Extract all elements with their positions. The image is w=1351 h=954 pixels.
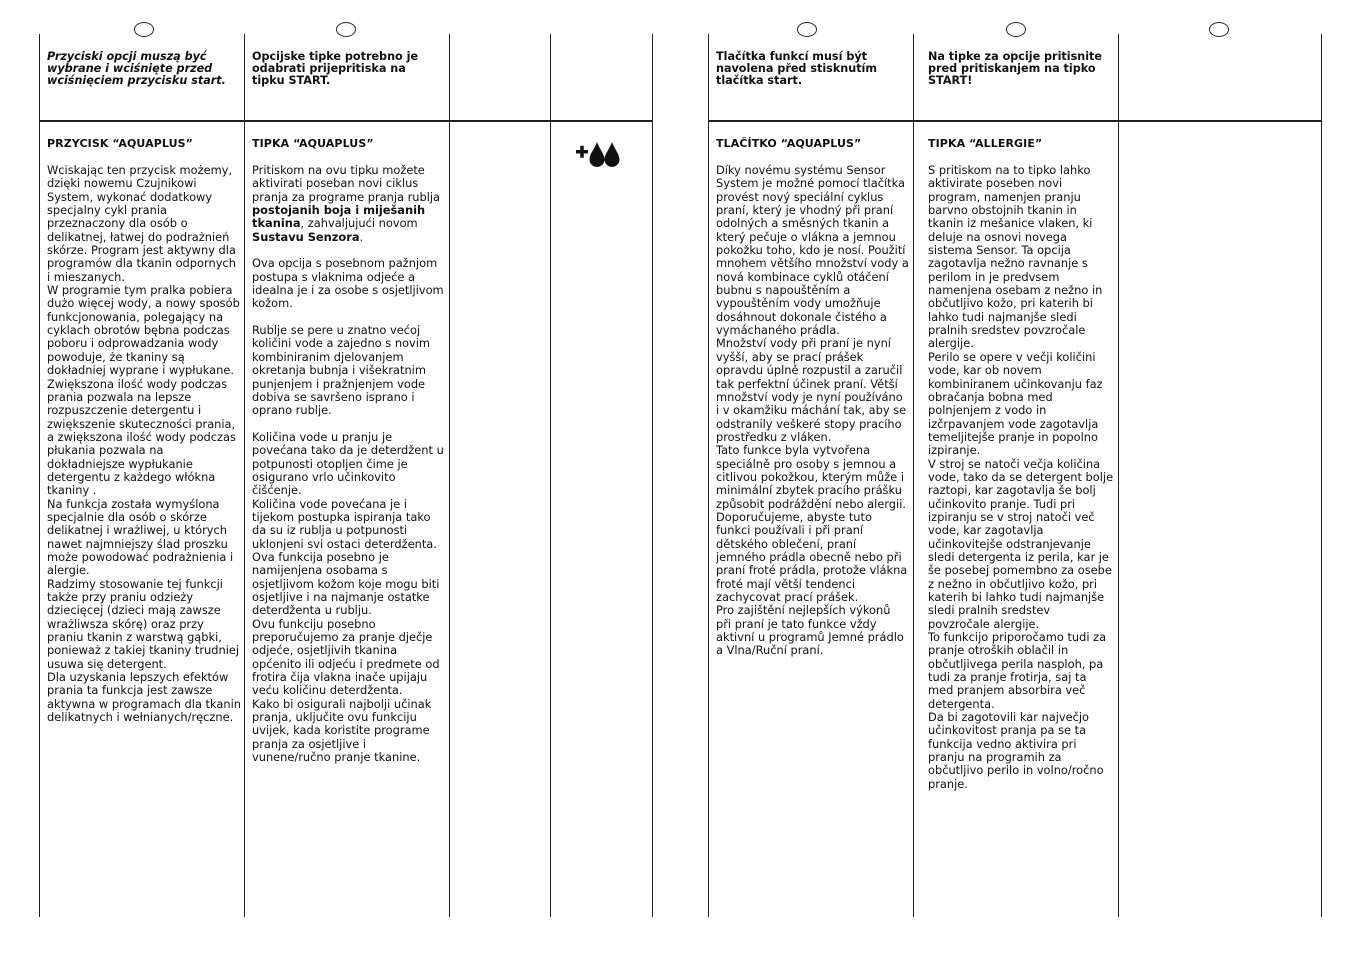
language-oval — [1209, 22, 1229, 37]
language-oval — [1006, 22, 1026, 37]
text-run: Pritiskom na ovu tipku možete aktivirati poseban novi ciklus pranja za programe pranja rublja — [252, 163, 441, 204]
text-run-bold: postojanih boja i miješanih tkanina — [252, 203, 426, 231]
heading-polish: PRZYCISK “AQUAPLUS” — [47, 137, 193, 150]
paragraph: Na funkcja została wymyślona specjalnie dla osób o skórze delikatnej i wrażliwej, u których nawet najmniejszy ślad proszku może powodować podrażnienia i alergie. — [47, 496, 234, 578]
column-divider — [449, 34, 450, 917]
paragraph: Množství vody při praní je nyní vyšší, aby se prací prášek opravdu úplně rozpustil a zaručil tak perfektní účinek praní. Větší množství vody je nyní používáno i v okamžiku máchání tak, aby se odstranily veškeré stopy pracího prostředku z vláken. — [716, 336, 907, 444]
paragraph: Wciskając ten przycisk możemy, dzięki nowemu Czujnikowi System, wykonać dodatkowy specjalny cykl prania przeznaczony dla osób o delikatnej, łatwej do podrażnień skórze. Program jest aktywny dla programów dla tkanin odpornych i mieszanych. — [47, 163, 236, 284]
paragraph: Rublje se pere u znatno većoj količini vode a zajedno s novim kombiniranim djelovanjem okretanja bubnja i višekratnim punjenjem i pražnjenjem vode dobiva se savršeno isprano i oprano rublje. — [252, 323, 431, 418]
paragraph: Pro zajištění nejlepších výkonů při praní je tato funkce vždy aktivní u programů Jemné prádlo a Vlna/Ruční praní. — [716, 603, 904, 658]
text-polish — [47, 164, 241, 724]
text-slovenian — [928, 164, 1114, 791]
column-divider — [39, 34, 40, 917]
paragraph: Količina vode povećana je i tijekom postupka ispiranja tako da su iz rublja u potpunosti uklonjeni svi ostaci deterdženta. Ova funkcija posebno je namijenjena osobama s osjetljivom kožom koje mogu biti osjetljive i na najmanje ostatke deterdženta u rublju. — [252, 496, 440, 618]
text-run-bold: Sustavu Senzora — [252, 229, 360, 244]
plus-water-drops-icon — [576, 140, 628, 168]
paragraph: Dla uzyskania lepszych efektów prania ta funkcja jest zawsze aktywna w programach dla tkanin delikatnych i wełnianych/ręczne. — [47, 670, 242, 725]
note-czech: Tlačítka funkcí musí být navolena před stisknutím tlačítka start. — [716, 50, 878, 87]
paragraph: Količina vode u pranju je povećana tako da je deterdžent u potpunosti otopljen čime je osigurano vrlo učinkovito čišćenje. — [252, 429, 444, 498]
paragraph: Doporučujeme, abyste tuto funkci používali i při praní dětského oblečení, praní jemného prádla obecně nebo při praní froté prádla, protože vlákna froté mají větší tendenci zachycovat prací prášek. — [716, 509, 908, 604]
column-divider — [1321, 34, 1322, 917]
paragraph: Kako bi osigurali najbolji učinak pranja, uključite ovu funkciju uvijek, kada koristite programe pranja za osjetljive i vunene/ručno pranje tkanine. — [252, 696, 432, 765]
header-rule-left — [39, 120, 653, 122]
paragraph: Radzimy stosowanie tej funkcji także przy praniu odzieży dziecięcej (dzieci mają zawsze wrażliwsza skórę) oraz przy praniu tkanin z warstwą gąbki, ponieważ z takiej tkaniny trudniej usuwa się detergent. — [47, 576, 240, 671]
paragraph: Perilo se opere v večji količini vode, kar ob novem kombiniranem učinkovanju faz obračanja bobna med polnjenjem z vodo in izčrpavanjem vode zagotavlja temeljitejše pranje in popolno izpiranje. — [928, 349, 1103, 458]
heading-czech: TLAČÍTKO “AQUAPLUS” — [716, 137, 862, 150]
paragraph: V stroj se natoči večja količina vode, tako da se detergent bolje raztopi, kar zagotavlja še bolj učinkovito pranje. Tudi pri izpiranju se v stroj natoči več vode, kar zagotavlja učinkovitejše odstranjevanje sledi detergenta iz perila, kar je še posebej pomembno za osebe z nežno in občutljivo kožo, pri katerih bi lahko tudi najmanjše sledi pralnih sredstev povzročale alergije. — [928, 456, 1114, 631]
paragraph: W programie tym pralka pobiera dużo więcej wody, a nowy sposób funkcjonowania, polegający na cyklach obrotów bębna podczas poboru i odprowadzania wody powoduje, że tkaniny są dokładniej wyprane i wypłukane. Zwiększona ilość wody podczas prania pozwala na lepsze rozpuszczenie detergentu i zwiększenie skuteczności prania, a zwiększona ilość wody podczas płukania pozwala na dokładniejsze wypłukanie detergentu z każdego włókna tkaniny . — [47, 283, 240, 498]
paragraph: Tato funkce byla vytvořena speciálně pro osoby s jemnou a citlivou pokožkou, kterým může i minimální zbytek pracího prášku způsobit podráždění nebo alergii. — [716, 443, 906, 511]
note-croatian: Opcijske tipke potrebno je odabrati prijepritiska na tipku START. — [252, 50, 419, 87]
paragraph: Da bi zagotovili kar največjo učinkovitost pranja pa se ta funkcija vedno aktivira pri pranju na programih za občutljivo perilo in volno/ročno pranje. — [928, 710, 1104, 791]
column-divider — [550, 34, 551, 917]
paragraph: Díky novému systému Sensor System je možné pomocí tlačítka provést nový speciální cyklus praní, který je vhodný při praní odolných a směsných tkanin a který pečuje o vlákna a jemnou pokožku toho, kdo je nosí. Použití mnohem většího množství vody a nová kombinace cyklů otáčení bubnu s napouštěním a vypouštěním vody umožňuje dosáhnout dokonale čistého a vymáchaného prádla. — [716, 163, 909, 338]
paragraph: Ovu funkciju posebno preporučujemo za pranje dječje odjeće, osjetljivih tkanina općenito ili odjeću i predmete od frotira čija vlakna inače upijaju veću količinu deterdženta. — [252, 616, 440, 698]
heading-croatian: TIPKA “AQUAPLUS” — [252, 137, 374, 150]
language-oval — [134, 22, 154, 37]
header-rule-right — [708, 120, 1322, 122]
column-divider — [652, 34, 653, 917]
paragraph — [252, 164, 444, 244]
text-czech — [716, 164, 909, 658]
paragraph: To funkcijo priporočamo tudi za pranje otroških oblačil in občutljivega perila nasploh, pa tudi za pranje frotirja, saj ta med pranjem absorbira več detergenta. — [928, 630, 1107, 711]
heading-slovenian: TIPKA “ALLERGIE” — [928, 137, 1043, 150]
column-divider — [244, 34, 245, 917]
paragraph: S pritiskom na to tipko lahko aktivirate poseben novi program, namenjen pranju barvno obstojnih tkanin in tkanin iz mešanice vlaken, ki deluje na osnovi novega sistema Sensor. Ta opcija zagotavlja nežno ravnanje s perilom in je predvsem namenjena osebam z nežno in občutljivo kožo, pri katerih bi lahko tudi najmanjše sledi pralnih sredstev povzročale alergije. — [928, 163, 1103, 351]
note-slovenian: Na tipke za opcije pritisnite pred pritiskanjem na tipko START! — [928, 50, 1102, 87]
text-run: . — [359, 229, 364, 244]
text-croatian — [252, 164, 444, 764]
language-oval — [797, 22, 817, 37]
language-oval — [336, 22, 356, 37]
text-run: , zahvaljujući novom — [300, 216, 418, 231]
note-polish: Przyciski opcji muszą być wybrane i wciśnięte przed wciśnięciem przycisku start. — [47, 50, 226, 87]
paragraph: Ova opcija s posebnom pažnjom postupa s vlaknima odjeće a idealna je i za osobe s osjetljivom kožom. — [252, 256, 444, 311]
column-divider — [708, 34, 709, 917]
column-divider — [913, 34, 914, 917]
column-divider — [1118, 34, 1119, 917]
